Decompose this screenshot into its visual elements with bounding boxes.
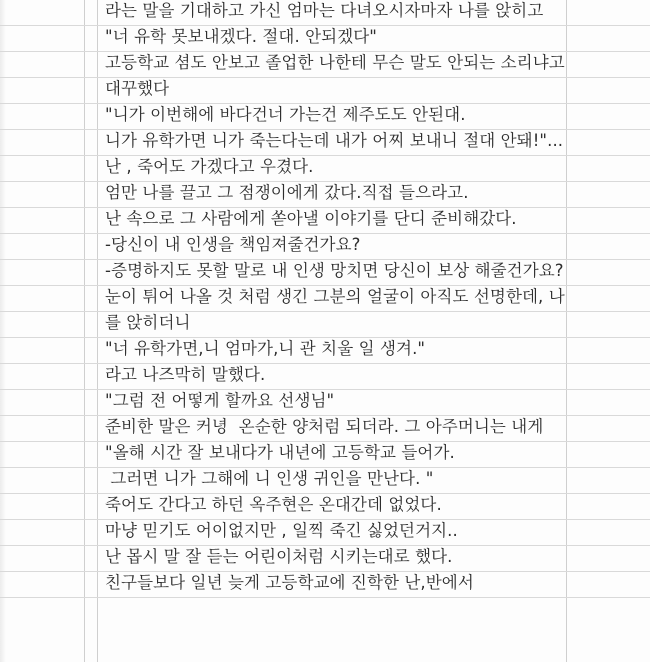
- text-line: [0, 26, 650, 52]
- line-text: 를 앉히더니: [105, 313, 191, 332]
- line-text: 죽어도 간다고 하던 옥주현은 온대간데 없었다.: [105, 495, 442, 514]
- line-text: 그러면 니가 그해에 니 인생 귀인을 만난다. ": [105, 469, 434, 488]
- text-line: [0, 130, 650, 156]
- line-text: "너 유학가면,니 엄마가,니 관 치울 일 생겨.": [105, 339, 426, 358]
- line-text: 라는 말을 기대하고 가신 엄마는 다녀오시자마자 나를 앉히고: [105, 1, 544, 20]
- text-line: [0, 442, 650, 468]
- text-line: [0, 572, 650, 598]
- text-line: [0, 0, 650, 26]
- text-line: [0, 390, 650, 416]
- text-line: [0, 182, 650, 208]
- line-text: 눈이 튀어 나올 것 처럼 생긴 그분의 얼굴이 아직도 선명한데, 나: [105, 287, 565, 306]
- text-line: [0, 286, 650, 312]
- text-line: [0, 234, 650, 260]
- text-line: [0, 312, 650, 338]
- line-text: 라고 나즈막히 말했다.: [105, 365, 266, 384]
- text-line: [0, 468, 650, 494]
- text-line: [0, 546, 650, 572]
- line-text: 준비한 말은 커녕 온순한 양처럼 되더라. 그 아주머니는 내게: [105, 417, 544, 436]
- line-text: 대꾸했다: [105, 79, 170, 98]
- text-line: [0, 52, 650, 78]
- line-text: -증명하지도 못할 말로 내 인생 망치면 당신이 보상 해줄건가요?: [105, 261, 564, 280]
- text-line: [0, 260, 650, 286]
- line-text: 난 속으로 그 사람에게 쏟아낼 이야기를 단디 준비해갔다.: [105, 209, 517, 228]
- line-text: 친구들보다 일년 늦게 고등학교에 진학한 난,반에서: [105, 573, 474, 592]
- line-text: "그럼 전 어떻게 할까요 선생님": [105, 391, 335, 410]
- text-line: [0, 416, 650, 442]
- text-line: [0, 104, 650, 130]
- line-text: 고등학교 셤도 안보고 졸업한 나한테 무슨 말도 안되는 소리냐고: [105, 53, 565, 72]
- line-text: 엄만 나를 끌고 그 점쟁이에게 갔다.직접 들으라고.: [105, 183, 469, 202]
- text-line: [0, 494, 650, 520]
- line-text: "니가 이번해에 바다건너 가는건 제주도도 안된대.: [105, 105, 466, 124]
- text-line: [0, 208, 650, 234]
- line-text: 마냥 믿기도 어이없지만 , 일찍 죽긴 싫었던거지..: [105, 521, 458, 540]
- line-text: "너 유학 못보내겠다. 절대. 안되겠다": [105, 27, 377, 46]
- text-line: [0, 364, 650, 390]
- text-line: [0, 338, 650, 364]
- line-text: 난 , 죽어도 가겠다고 우겼다.: [105, 157, 314, 176]
- text-line: [0, 520, 650, 546]
- line-text: -당신이 내 인생을 책임져줄건가요?: [105, 235, 361, 254]
- text-line: [0, 156, 650, 182]
- line-text: 난 몹시 말 잘 듣는 어린이처럼 시키는대로 했다.: [105, 547, 453, 566]
- line-text: "올해 시간 잘 보내다가 내년에 고등학교 들어가.: [105, 443, 455, 462]
- text-line: [0, 78, 650, 104]
- line-text: 니가 유학가면 니가 죽는다는데 내가 어찌 보내니 절대 안돼!"...: [105, 131, 564, 150]
